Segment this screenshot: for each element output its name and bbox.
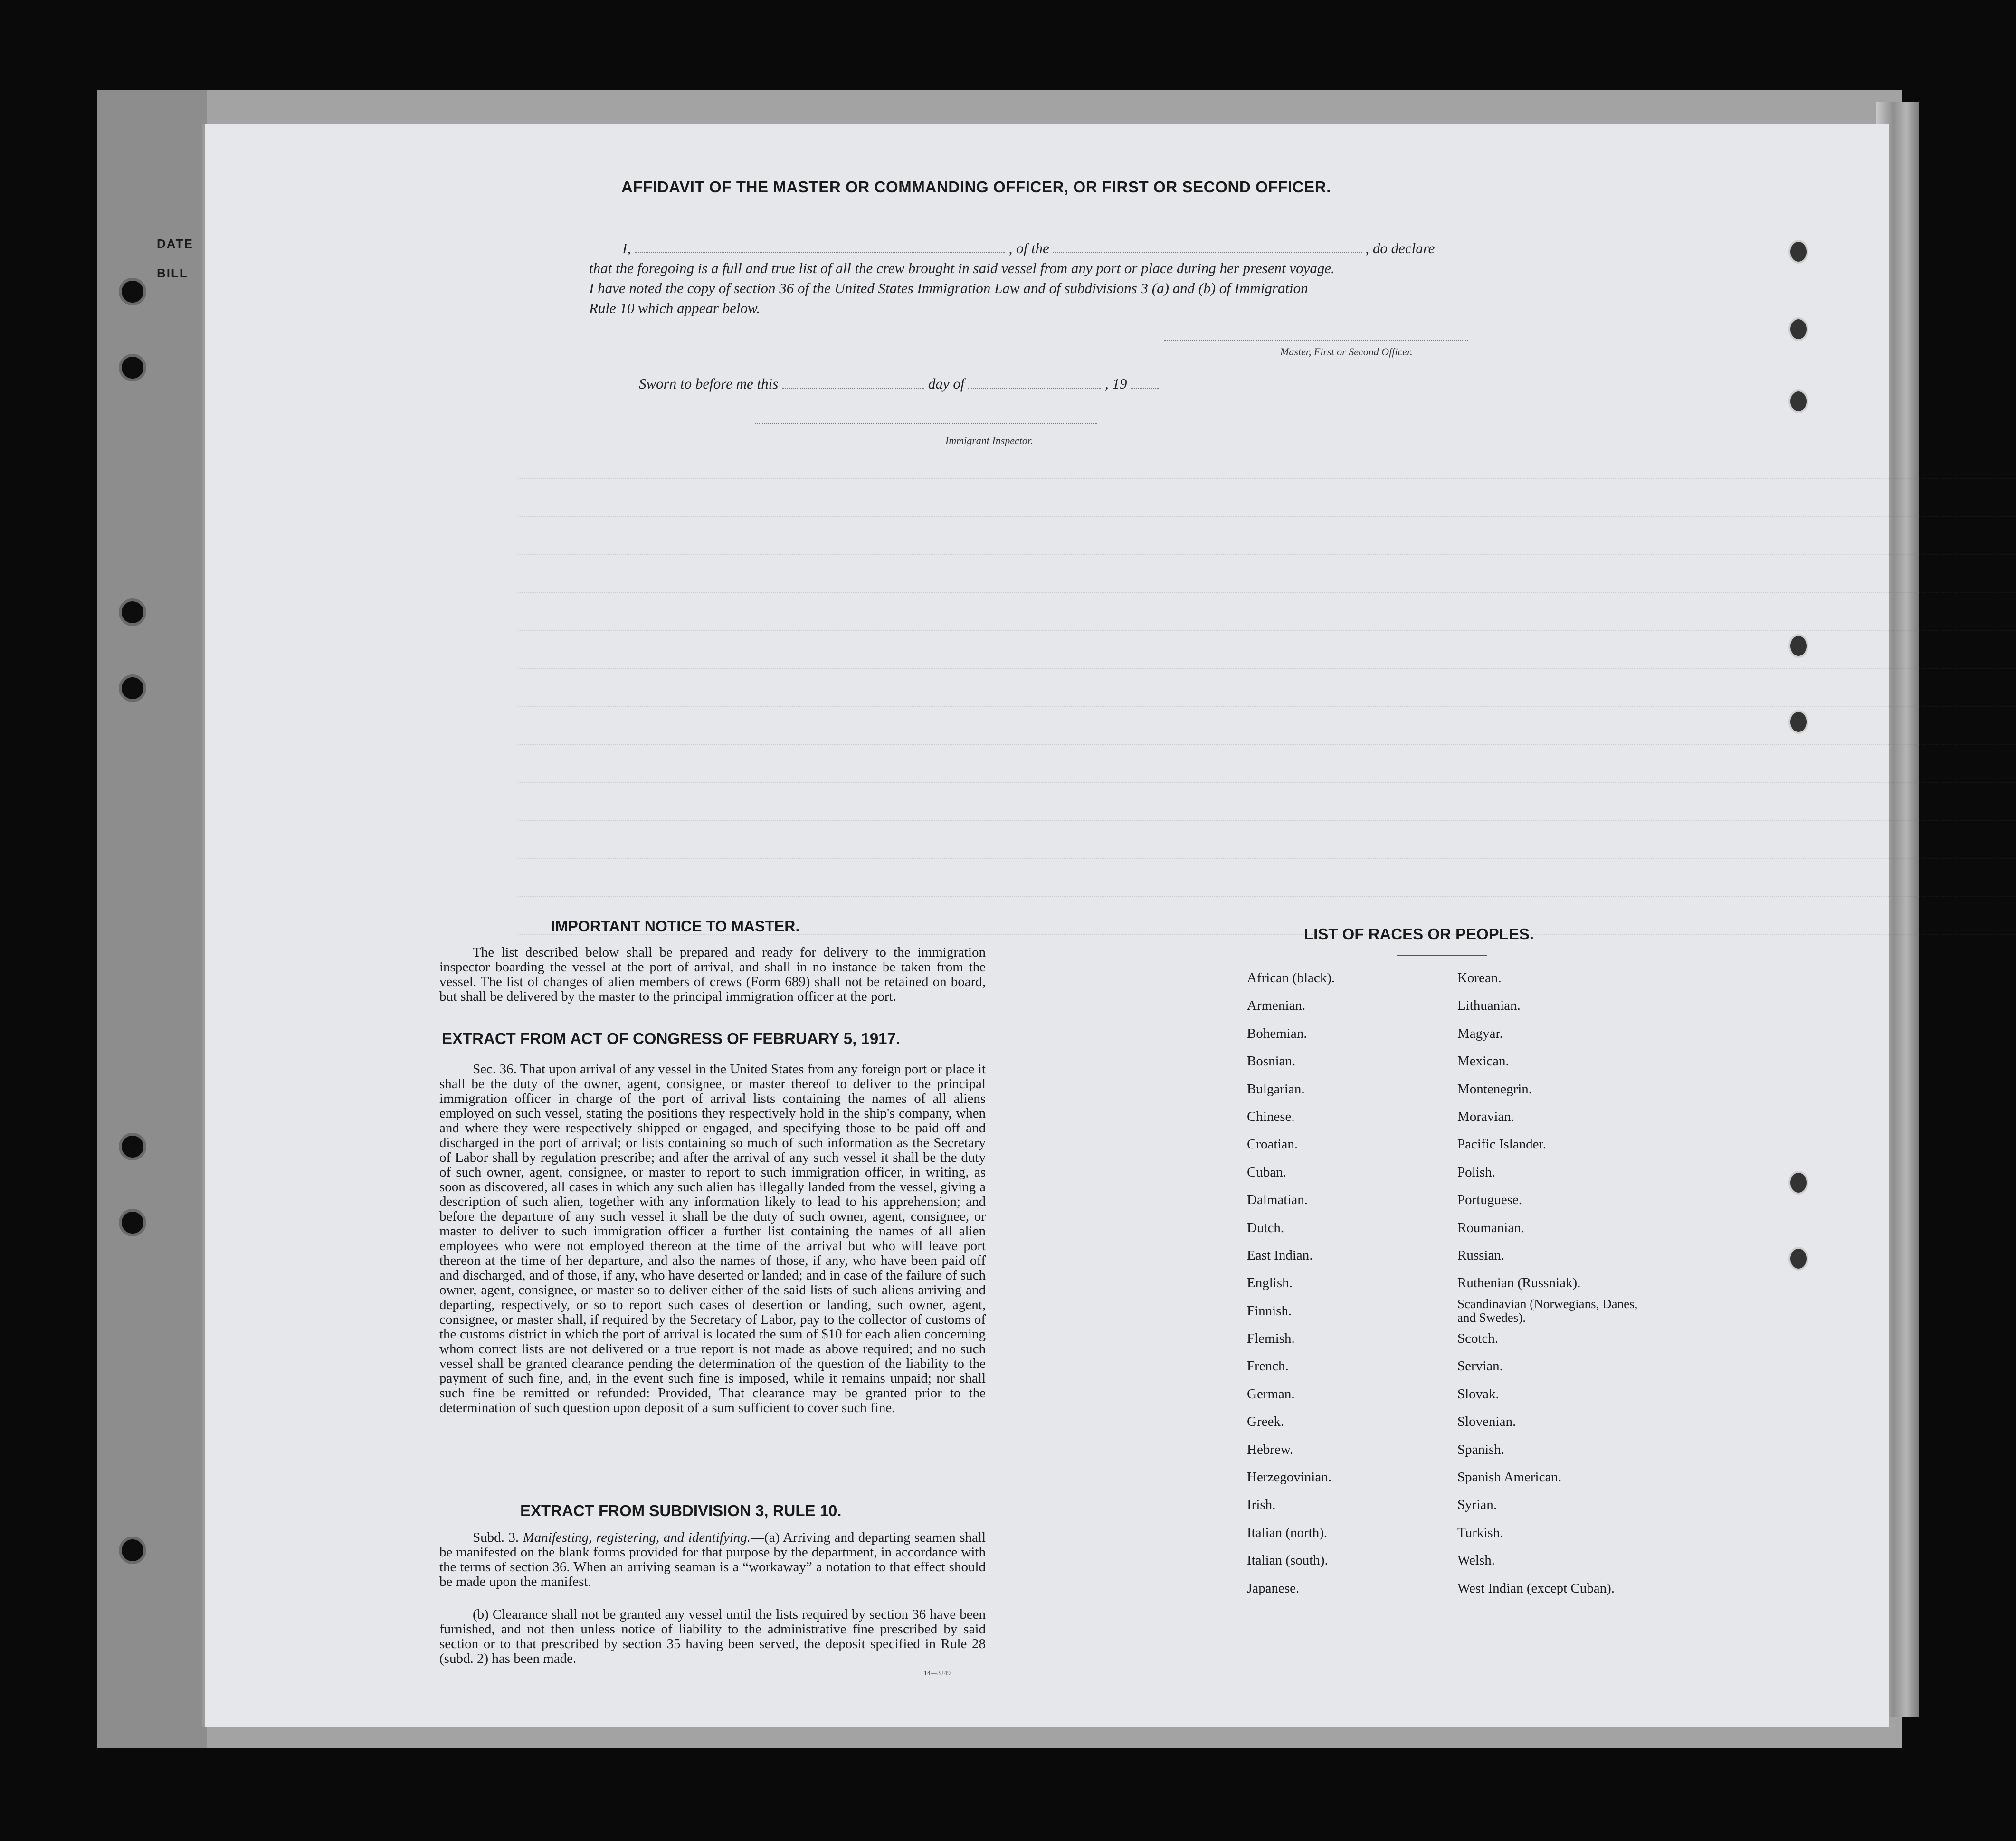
race-item: Chinese. xyxy=(1247,1109,1295,1124)
race-item: Japanese. xyxy=(1247,1580,1300,1596)
affidavit-line-2: that the foregoing is a full and true list of all the crew brought in said vessel from any port or place during her present voyage. xyxy=(589,260,1335,276)
race-item: Italian (south). xyxy=(1247,1553,1328,1568)
race-item: Ruthenian (Russniak). xyxy=(1457,1275,1581,1291)
race-item: Magyar. xyxy=(1457,1025,1503,1041)
races-title: LIST OF RACES OR PEOPLES. xyxy=(1304,925,1534,943)
race-item: Scotch. xyxy=(1457,1331,1499,1347)
bleed-through-row xyxy=(518,478,2016,488)
race-item: Pacific Islander. xyxy=(1457,1137,1546,1152)
race-item: Italian (north). xyxy=(1247,1525,1328,1540)
act-extract-body: Sec. 36. That upon arrival of any vessel in the United States from any foreign port or place it shall be the duty of the owner, agent, consignee, or master thereof to deliver to the principal immigration officer in charge of the port of arrival lists containing the names of all aliens employed on such vessel, stating the positions they respectively hold in the ship's company, when and where they were respectively shipped or engaged, and specifying those to be paid off and discharged in the port of arrival; or lists containing so much of such information as the Secretary of Labor shall by regulation prescribe; and after the arrival of any such vessel it shall be the duty of such owner, agent, consignee, or master to report to such immigration officer, in writing, as soon as discovered, all cases in which any such alien has illegally landed from the vessel, giving a description of such alien, together with any information likely to lead to his apprehension; and before the departure of any such vessel it shall be the duty of such owner, agent, consignee, or master to deliver to such immigration officer a further list containing the names of all alien employees who were not employed thereon at the time of the arrival but who will leave port thereon at the time of her departure, and also the names of those, if any, who have been paid off and discharged, and of those, if any, who have deserted or landed; and in case of the failure of such owner, agent, consignee, or master so to deliver either of the said lists of such aliens arriving and departing, respectively, or so to report such cases of desertion or landing, such owner, agent, consignee, or master shall, if required by the Secretary of Labor, pay to the collector of customs of the customs district in which the port of arrival is located the sum of $10 for each alien concerning whom correct lists are not delivered or a true report is not made as above required; and no such vessel shall be granted clearance pending the determination of the question of the liability to the payment of such fine, and, in the event such fine is imposed, while it remains unpaid; nor shall such fine be remitted or refunded: Provided, That clearance may be granted prior to the determination of such question upon deposit of a sum sufficient to cover such fine. xyxy=(439,1062,986,1415)
race-item: Lithuanian. xyxy=(1457,998,1521,1014)
affidavit-line-3: I have noted the copy of section 36 of the United States Immigration Law and of subdivisions 3 (a) and (b) of Immigration xyxy=(589,280,1308,296)
affidavit-of-the-label: , of the xyxy=(1008,240,1049,256)
bleed-through-row xyxy=(518,744,2016,754)
race-item: Bosnian. xyxy=(1247,1053,1296,1069)
sworn-year-blank[interactable] xyxy=(1131,388,1159,389)
race-item: Croatian. xyxy=(1247,1137,1298,1152)
notice-body: The list described below shall be prepared and ready for delivery to the immigration inspector boarding the vessel at the port of arrival, and shall in no instance be taken from the vessel. The list of changes of alien members of crews (Form 689) shall not be retained on board, but shall be delivered by the master to the principal immigration officer at the port. xyxy=(439,945,986,1004)
bleed-through-row xyxy=(518,782,2016,792)
rule-extract-title: EXTRACT FROM SUBDIVISION 3, RULE 10. xyxy=(520,1502,842,1519)
affidavit-title: AFFIDAVIT OF THE MASTER OR COMMANDING OFFICER, OR FIRST OR SECOND OFFICER. xyxy=(621,178,1331,196)
bleed-through-row xyxy=(518,820,2016,830)
race-item: Bohemian. xyxy=(1247,1025,1307,1041)
sworn-line xyxy=(639,375,1159,392)
race-item: Slovak. xyxy=(1457,1386,1499,1402)
stamp-bill-label: BILL xyxy=(157,266,188,280)
race-item: Flemish. xyxy=(1247,1331,1295,1347)
bleed-through-row xyxy=(518,668,2016,678)
race-item: Roumanian. xyxy=(1457,1220,1524,1235)
affidavit-i-label: I, xyxy=(622,240,631,256)
paper-hole xyxy=(1788,317,1808,341)
race-item: Dutch. xyxy=(1247,1220,1284,1235)
stamp-date-label: DATE xyxy=(157,237,193,251)
officer-signature-label: Master, First or Second Officer. xyxy=(1280,346,1413,358)
race-item: Slovenian. xyxy=(1457,1414,1516,1430)
sworn-year-label: , 19 xyxy=(1104,375,1127,392)
sworn-day-label: day of xyxy=(928,375,965,392)
bleed-through-row xyxy=(518,858,2016,868)
sworn-day-blank[interactable] xyxy=(782,388,924,389)
race-item: Bulgarian. xyxy=(1247,1081,1305,1097)
declarant-name-blank[interactable] xyxy=(635,252,1005,253)
paper-hole xyxy=(1788,389,1808,413)
race-item: Turkish. xyxy=(1457,1525,1503,1540)
race-item: Mexican. xyxy=(1457,1053,1509,1069)
race-item: Montenegrin. xyxy=(1457,1081,1532,1097)
sworn-month-blank[interactable] xyxy=(968,388,1101,389)
bleed-through-row xyxy=(518,896,2016,906)
paper-hole xyxy=(1788,710,1808,734)
officer-signature-blank[interactable] xyxy=(1164,340,1468,341)
race-item: French. xyxy=(1247,1358,1289,1374)
binding-hole xyxy=(119,674,146,702)
rule-extract-para-a xyxy=(439,1530,986,1589)
inspector-signature-label: Immigrant Inspector. xyxy=(945,435,1033,446)
races-column-2 xyxy=(1457,964,1647,1602)
race-item: Scandinavian (Norwegians, Danes, and Swedes). xyxy=(1457,1296,1638,1325)
race-item: German. xyxy=(1247,1386,1295,1402)
race-item: Finnish. xyxy=(1247,1303,1292,1319)
bleed-through-row xyxy=(518,554,2016,564)
paper-hole xyxy=(1788,1171,1808,1195)
bleed-through-row xyxy=(518,516,2016,526)
race-item: Spanish American. xyxy=(1457,1470,1562,1485)
affidavit-line-1 xyxy=(622,240,1435,257)
race-item: Korean. xyxy=(1457,970,1502,986)
notice-title: IMPORTANT NOTICE TO MASTER. xyxy=(551,918,800,935)
backing-left-strip xyxy=(97,90,207,1748)
binding-hole xyxy=(119,598,146,626)
race-item: West Indian (except Cuban). xyxy=(1457,1580,1615,1596)
bleed-through-row xyxy=(518,592,2016,602)
race-item: Herzegovinian. xyxy=(1247,1470,1331,1485)
race-item: Greek. xyxy=(1247,1414,1284,1430)
paper-hole xyxy=(1788,240,1808,264)
binding-hole xyxy=(119,354,146,381)
race-item: African (black). xyxy=(1247,970,1335,986)
rule-extract-para-b: (b) Clearance shall not be granted any vessel until the lists required by section 36 have been furnished, and not then unless notice of liability to the administrative fine prescribed by said section or to that prescribed by section 35 having been served, the deposit specified in Rule 28 (subd. 2) has been made. xyxy=(439,1607,986,1666)
rule-para-a-body: —(a) Arriving and departing seamen shall be manifested on the blank forms provided for that purpose by the department, in accordance with the terms of section 36. When an arriving seaman is a “workaway” a notation to that effect should be made upon the manifest. xyxy=(439,1530,986,1589)
race-item: East Indian. xyxy=(1247,1247,1313,1263)
rule-para-a-italic: Manifesting, registering, and identifying. xyxy=(523,1530,751,1545)
race-item: Portuguese. xyxy=(1457,1192,1522,1208)
paper-hole xyxy=(1788,1247,1808,1271)
affidavit-line-4: Rule 10 which appear below. xyxy=(589,300,761,316)
race-item: English. xyxy=(1247,1275,1293,1291)
sworn-prefix: Sworn to before me this xyxy=(639,375,779,392)
race-item: Armenian. xyxy=(1247,998,1306,1014)
paper-hole xyxy=(1788,634,1808,658)
race-item: Polish. xyxy=(1457,1164,1495,1180)
race-item: Spanish. xyxy=(1457,1442,1505,1457)
race-item: Welsh. xyxy=(1457,1553,1495,1568)
binding-hole xyxy=(119,1133,146,1160)
bleed-through-row xyxy=(518,934,2016,944)
races-title-rule xyxy=(1397,955,1487,956)
binding-hole xyxy=(119,278,146,305)
race-item: Dalmatian. xyxy=(1247,1192,1308,1208)
race-item: Moravian. xyxy=(1457,1109,1514,1124)
races-column-1 xyxy=(1247,964,1335,1602)
act-extract-title: EXTRACT FROM ACT OF CONGRESS OF FEBRUARY 5, 1917. xyxy=(442,1030,901,1047)
race-item: Irish. xyxy=(1247,1497,1276,1513)
race-item: Servian. xyxy=(1457,1358,1503,1374)
affidavit-declare-label: , do declare xyxy=(1365,240,1435,256)
vessel-name-blank[interactable] xyxy=(1053,252,1362,253)
form-code: 14—3249 xyxy=(924,1670,951,1677)
rule-para-a-lead: Subd. 3. xyxy=(473,1530,519,1545)
binding-hole xyxy=(119,1209,146,1236)
race-item: Russian. xyxy=(1457,1247,1505,1263)
race-item: Hebrew. xyxy=(1247,1442,1293,1457)
inspector-signature-blank[interactable] xyxy=(755,423,1097,424)
race-item: Cuban. xyxy=(1247,1164,1286,1180)
binding-hole xyxy=(119,1537,146,1564)
race-item: Syrian. xyxy=(1457,1497,1497,1513)
